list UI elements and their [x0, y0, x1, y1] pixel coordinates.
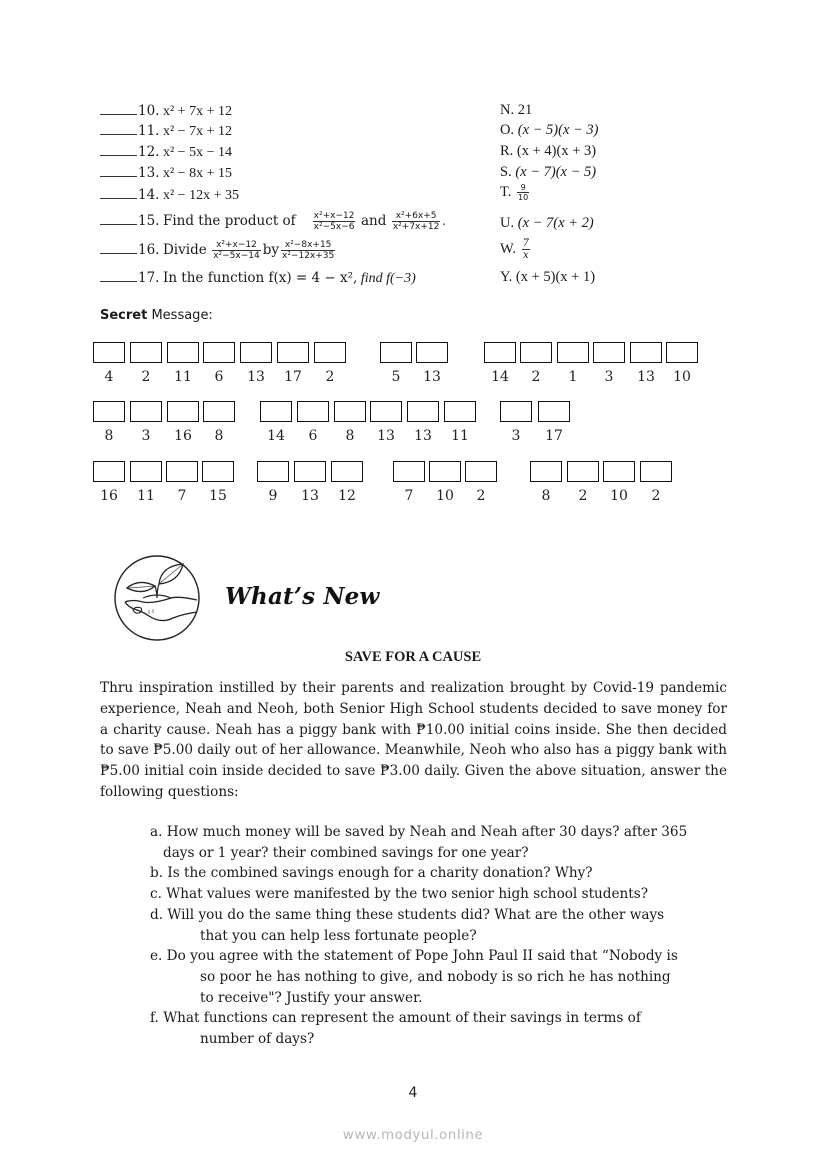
box-number-label: 13: [377, 428, 395, 444]
letter-box[interactable]: [240, 342, 272, 363]
letter-box[interactable]: [380, 342, 412, 363]
box-number-label: 17: [545, 428, 563, 444]
item-17: 17. In the function f(x) = 4 − x², find f(−3): [100, 268, 416, 288]
section-heading: What’s New: [225, 583, 380, 610]
box-number-label: 13: [247, 369, 265, 385]
letter-box[interactable]: [277, 342, 309, 363]
box-number-label: 8: [104, 428, 114, 444]
box-number-label: 13: [637, 369, 655, 385]
letter-box[interactable]: [666, 342, 698, 363]
box-number-label: 8: [345, 428, 355, 444]
letter-box[interactable]: [520, 342, 552, 363]
choice-y: Y. (x + 5)(x + 1): [500, 269, 596, 285]
item-14: 14. x² − 12x + 35: [100, 185, 239, 205]
box-number-label: 2: [476, 488, 486, 504]
choice-r: R. (x + 4)(x + 3): [500, 143, 597, 159]
box-number-label: 11: [174, 369, 192, 385]
secret-message-title: Secret Message:: [100, 308, 213, 323]
box-number-label: 11: [451, 428, 469, 444]
letter-box[interactable]: [465, 461, 497, 482]
answer-blank[interactable]: [100, 163, 137, 177]
question-b: b. Is the combined savings enough for a charity donation? Why?: [150, 865, 593, 881]
item-11: 11. x² − 7x + 12: [100, 121, 232, 141]
letter-box[interactable]: [294, 461, 326, 482]
box-number-label: 13: [423, 369, 441, 385]
fraction: $\frac{9}{10}$: [518, 183, 529, 203]
answer-blank[interactable]: [100, 185, 137, 199]
question-a: a. How much money will be saved by Neah and Neah after 30 days? after 365 days or 1 year? their combined savings for one year?: [150, 824, 688, 861]
item-12: 12. x² − 5x − 14: [100, 142, 232, 162]
box-number-label: 16: [174, 428, 192, 444]
box-number-label: 13: [301, 488, 319, 504]
box-number-label: 2: [325, 369, 335, 385]
letter-box[interactable]: [166, 461, 198, 482]
letter-box[interactable]: [93, 342, 125, 363]
letter-box[interactable]: [603, 461, 635, 482]
letter-box[interactable]: [640, 461, 672, 482]
letter-box[interactable]: [203, 401, 235, 422]
choice-o: O. (x − 5)(x − 3): [500, 122, 599, 138]
letter-box[interactable]: [130, 342, 162, 363]
fraction: $\frac{\text{x²−8x+15}}{\text{x²−12x+35}}$: [282, 240, 335, 262]
letter-box[interactable]: [429, 461, 461, 482]
letter-box[interactable]: [167, 401, 199, 422]
box-number-label: 16: [100, 488, 118, 504]
letter-box[interactable]: [484, 342, 516, 363]
box-number-label: 11: [137, 488, 155, 504]
letter-box[interactable]: [93, 401, 125, 422]
fraction: $\frac{\text{x²+x−12}}{\text{x²−5x−6}}$: [313, 211, 355, 233]
letter-box[interactable]: [530, 461, 562, 482]
box-number-label: 9: [268, 488, 278, 504]
box-number-label: 2: [651, 488, 661, 504]
answer-blank[interactable]: [100, 142, 137, 156]
letter-box[interactable]: [203, 342, 235, 363]
letter-box[interactable]: [538, 401, 570, 422]
box-number-label: 6: [308, 428, 318, 444]
box-number-label: 7: [177, 488, 187, 504]
box-number-label: 3: [511, 428, 521, 444]
answer-blank[interactable]: [100, 211, 137, 225]
letter-box[interactable]: [630, 342, 662, 363]
letter-box[interactable]: [557, 342, 589, 363]
item-16: 16. Divide $\frac{\text{x²+x−12}}{\text{x²−5x−14}}$ by $\frac{\text{x²−8x+15}}{\text{x²−12x+35}}$: [100, 240, 337, 261]
letter-box[interactable]: [444, 401, 476, 422]
box-number-label: 14: [491, 369, 509, 385]
letter-box[interactable]: [500, 401, 532, 422]
box-number-label: 4: [104, 369, 114, 385]
letter-box[interactable]: [334, 401, 366, 422]
box-number-label: 13: [414, 428, 432, 444]
hand-holding-plant-icon: [113, 554, 201, 642]
letter-box[interactable]: [257, 461, 289, 482]
question-f: f. What functions can represent the amount of their savings in terms of number of days?: [150, 1010, 641, 1047]
box-number-label: 17: [284, 369, 302, 385]
letter-box[interactable]: [260, 401, 292, 422]
letter-box[interactable]: [130, 461, 162, 482]
box-number-label: 14: [267, 428, 285, 444]
item-15: 15. Find the product of $\frac{\text{x²+x−12}}{\text{x²−5x−6}}$ and $\frac{\text{x²+6x+5}}{\text{x²+7x+12}}$ .: [100, 211, 446, 232]
answer-blank[interactable]: [100, 268, 137, 282]
box-number-label: 10: [610, 488, 628, 504]
question-c: c. What values were manifested by the two senior high school students?: [150, 886, 649, 902]
box-number-label: 15: [209, 488, 227, 504]
page-number: 4: [408, 1085, 418, 1101]
box-number-label: 7: [404, 488, 414, 504]
watermark: www.modyul.online: [342, 1127, 484, 1143]
box-number-label: 10: [436, 488, 454, 504]
choice-t: T. $\frac{9}{10}$: [500, 183, 529, 203]
box-number-label: 5: [391, 369, 401, 385]
box-number-label: 2: [578, 488, 588, 504]
item-13: 13. x² − 8x + 15: [100, 163, 232, 183]
letter-box[interactable]: [567, 461, 599, 482]
letter-box[interactable]: [167, 342, 199, 363]
choice-s: S. (x − 7)(x − 5): [500, 164, 597, 180]
box-number-label: 3: [141, 428, 151, 444]
letter-box[interactable]: [593, 342, 625, 363]
choice-n: N. 21: [500, 102, 533, 118]
question-d: d. Will you do the same thing these students did? What are the other ways that you can help less fortunate people?: [150, 907, 665, 944]
box-number-label: 1: [568, 369, 578, 385]
fraction: $\frac{\text{x²+6x+5}}{\text{x²+7x+12}}$: [392, 211, 440, 233]
answer-blank[interactable]: [100, 101, 137, 115]
letter-box[interactable]: [130, 401, 162, 422]
fraction: $\frac{7}{x}$: [522, 238, 529, 261]
choice-u: U. (x − 7(x + 2): [500, 215, 594, 231]
answer-blank[interactable]: [100, 240, 137, 254]
letter-box[interactable]: [416, 342, 448, 363]
box-number-label: 3: [604, 369, 614, 385]
letter-box[interactable]: [93, 461, 125, 482]
box-number-label: 10: [673, 369, 691, 385]
letter-box[interactable]: [314, 342, 346, 363]
letter-box[interactable]: [297, 401, 329, 422]
box-number-label: 8: [541, 488, 551, 504]
scenario-paragraph: Thru inspiration instilled by their parents and realization brought by Covid-19 pandemic experience, Neah and Neoh, both Senior High School students decided to save money for a charity cause. Neah has a piggy bank with ₱10.00 initial coins inside. She then decided to save ₱5.00 daily out of her allowance. Meanwhile, Neoh who also has a piggy bank with ₱5.00 initial coin inside decided to save ₱3.00 daily. Given the above situation, answer the following questions:: [100, 680, 727, 800]
letter-box[interactable]: [370, 401, 402, 422]
fraction: $\frac{\text{x²+x−12}}{\text{x²−5x−14}}$: [213, 240, 260, 262]
letter-box[interactable]: [331, 461, 363, 482]
question-e: e. Do you agree with the statement of Pope John Paul II said that “Nobody is so poor he has nothing to give, and nobody is so rich he has nothing to receive"? Justify your answer.: [150, 948, 678, 1006]
letter-box[interactable]: [407, 401, 439, 422]
activity-title: SAVE FOR A CAUSE: [344, 649, 482, 665]
box-number-label: 8: [214, 428, 224, 444]
box-number-label: 12: [338, 488, 356, 504]
item-10: 10. x² + 7x + 12: [100, 101, 232, 121]
letter-box[interactable]: [393, 461, 425, 482]
box-number-label: 2: [531, 369, 541, 385]
box-number-label: 2: [141, 369, 151, 385]
answer-blank[interactable]: [100, 121, 137, 135]
choice-w: W. $\frac{7}{x}$: [500, 238, 529, 261]
letter-box[interactable]: [202, 461, 234, 482]
box-number-label: 6: [214, 369, 224, 385]
